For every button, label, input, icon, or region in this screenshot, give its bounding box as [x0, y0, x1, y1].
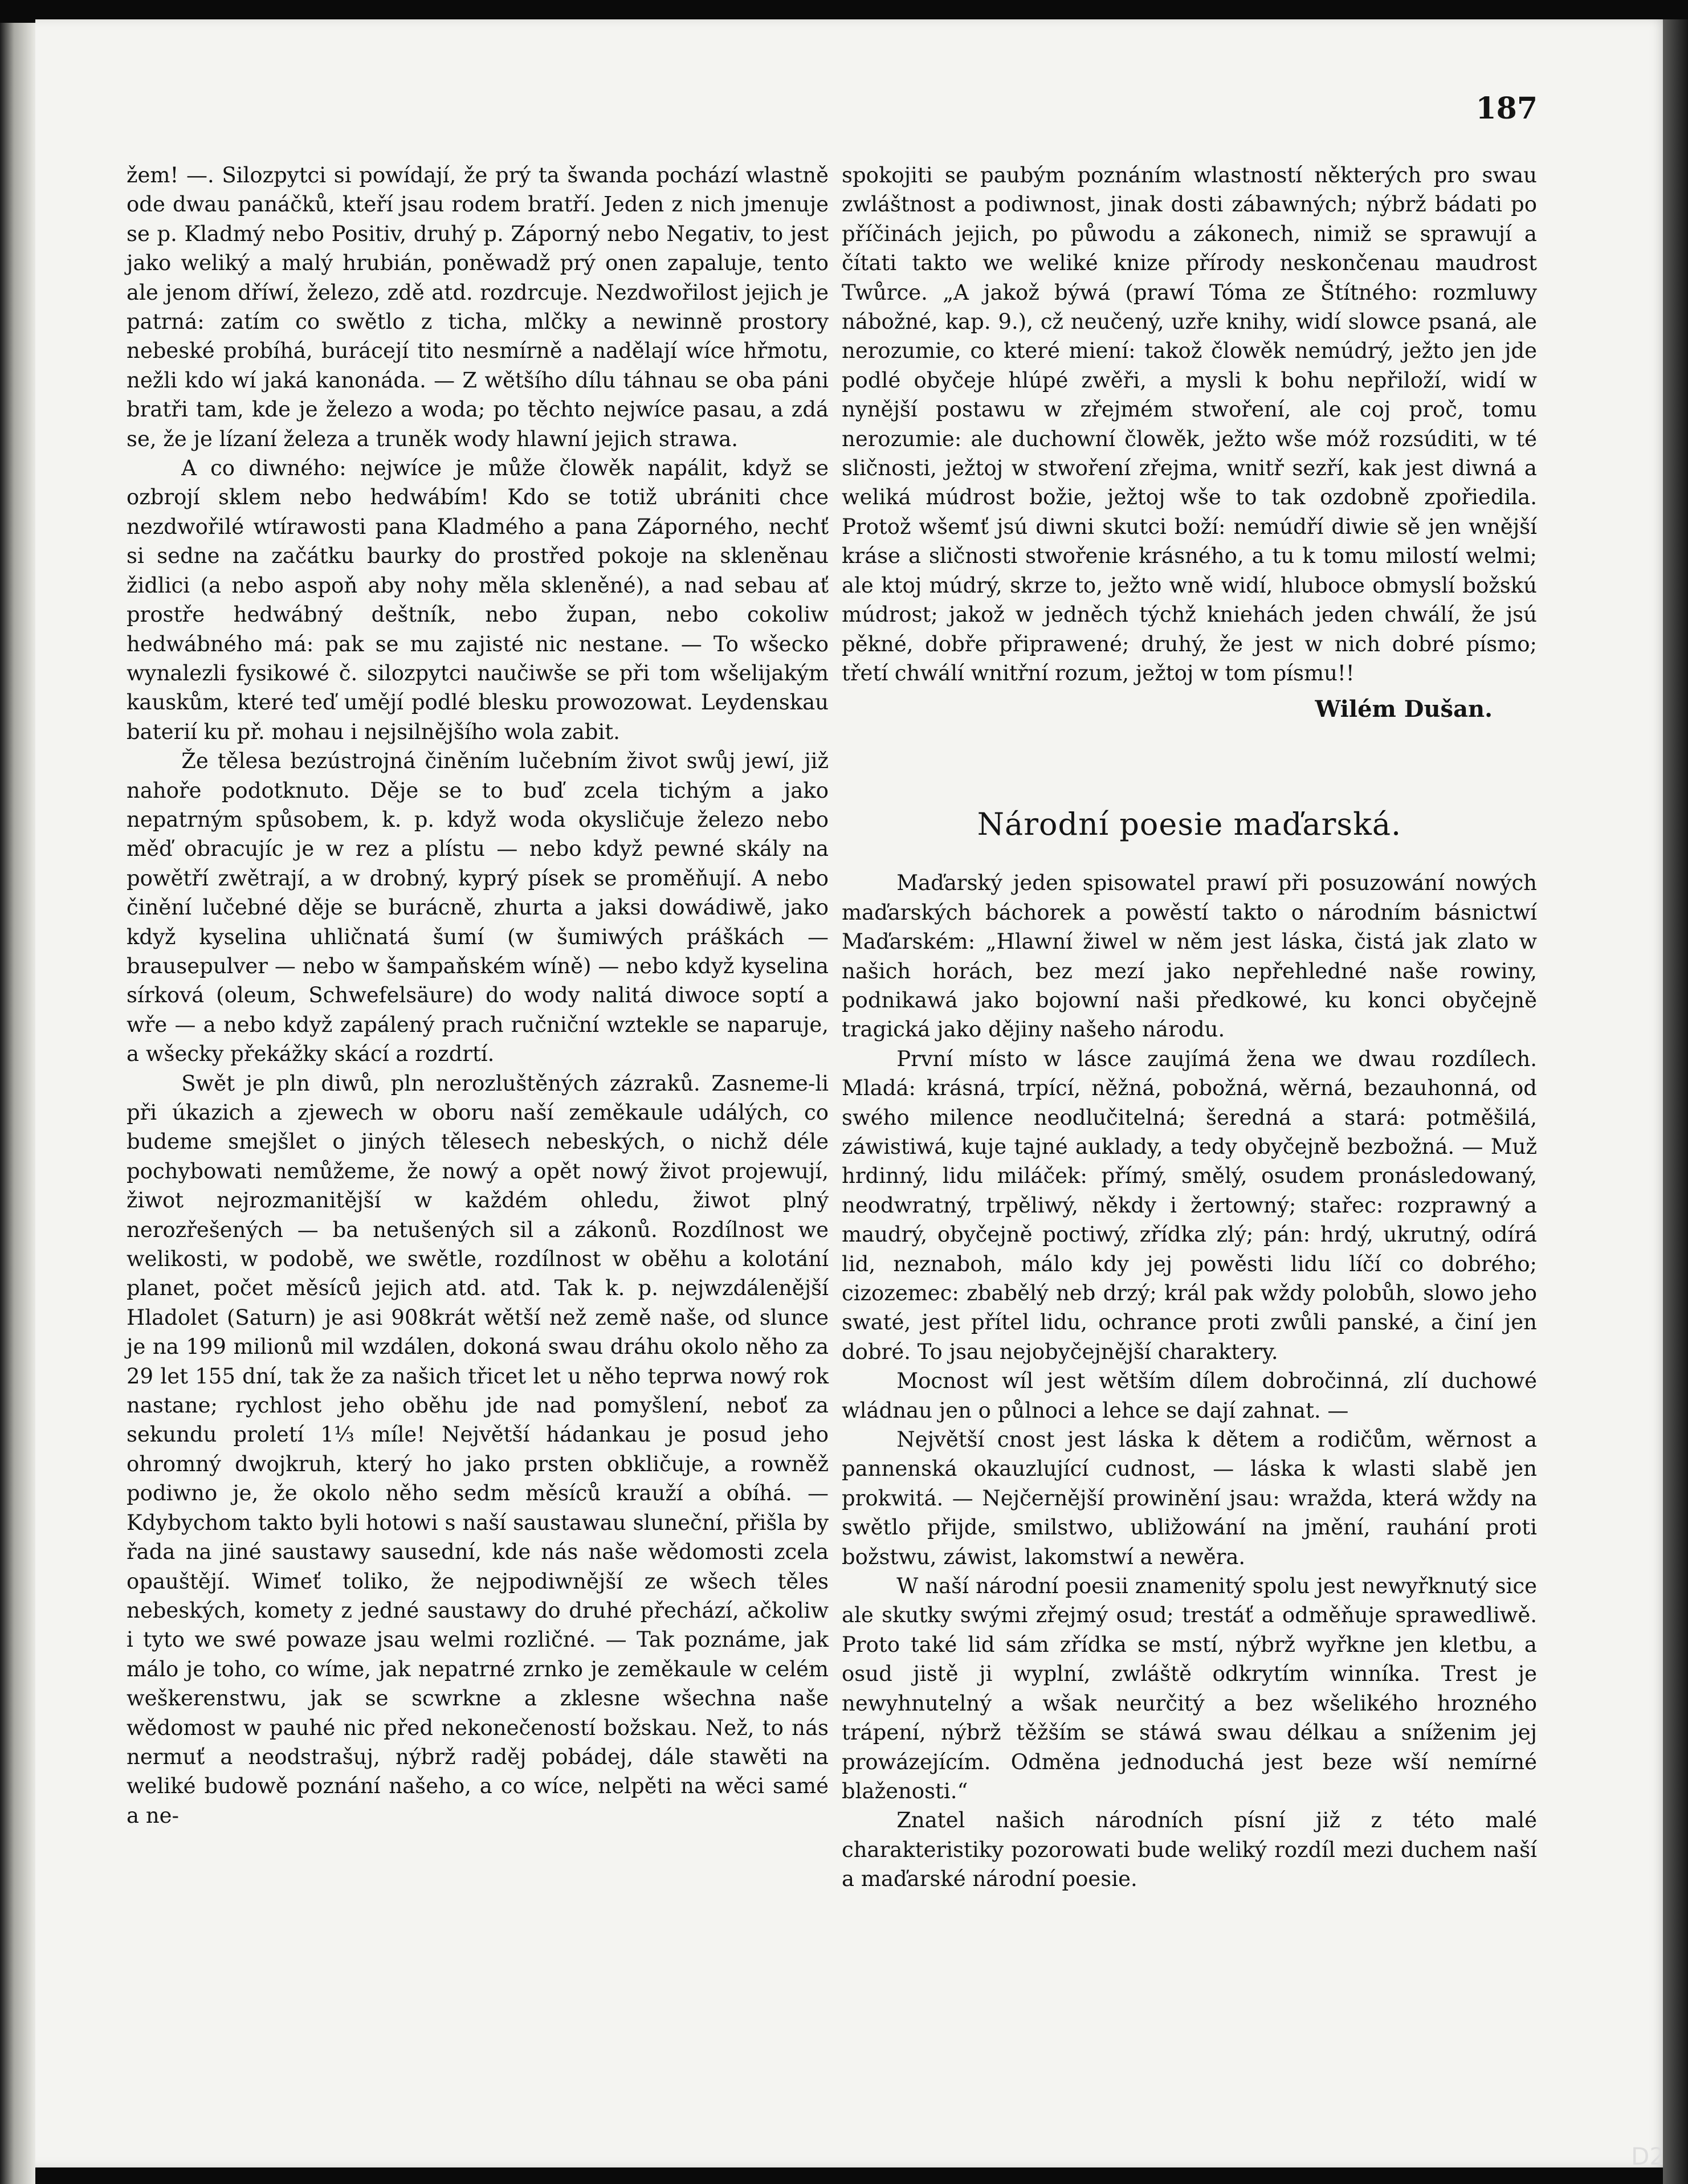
previous-page-edge: [0, 23, 35, 2184]
left-paragraph-1: žem! —. Silozpytci si powídají, že prý ta šwanda pochází wlastně ode dwau panáčků, kteří jsau rodem bratří. Jeden z nich jmenuje se p. Kladmý nebo Positiv, druhý p. Záporný nebo Negativ, to jest jako weliký a malý hrubián, poněwadž prý onen zapaluje, tento ale jenom dříwí, železo, zdě atd. rozdrcuje. Nezdwořilost jejich je patrná: zatím co swětlo z ticha, mlčky a newinně prostory nebeské probíhá, burácejí tito nesmírně a nadělají wíce hřmotu, nežli kdo wí jaká kanonáda. — Z wětšího dílu táhnau se oba páni bratři tam, kde je železo a woda; po těchto nejwíce pasau, a zdá se, že je lízaní železa a truněk wody hlawní jejich strawa.: [127, 163, 829, 451]
section-paragraph-2: První místo w lásce zaujímá žena we dwau rozdílech. Mladá: krásná, trpící, něžná, pobožná, wěrná, bezauhonná, od swého milence neodlučitelná; šeredná a stará: potměšilá, záwistiwá, kuje tajné auklady, a tedy obyčejně bezbožná. — Muž hrdinný, lidu miláček: přímý, smělý, osudem pronásledowaný, neodwratný, trpěliwý, někdy i žertowný; stařec: rozprawný a maudrý, obyčejně poctiwý, zřídka zlý; pán: hrdý, ukrutný, odírá lid, neznaboh, málo kdy jej powěsti lidu líčí co dobrého; cizozemec: zbabělý neb drzý; král pak wždy polobůh, slowo jeho swaté, jest přítel lidu, ochrance proti zwůli panské, a činí jen dobré. To jsau nejobyčejnější charaktery.: [842, 1046, 1537, 1364]
left-paragraph-2: A co diwného: nejwíce je může člowěk napálit, když se ozbrojí sklem nebo hedwábím! Kdo se totiž ubrániti chce nezdwořilé wtírawosti pana Kladmého a pana Záporného, nechť si sedne na začátku baurky do prostřed pokoje na skleněnau židlici (a nebo aspoň aby nohy měla skleněné), a nad sebau ať prostře hedwábný deštník, nebo župan, nebo cokoliw hedwábného má: pak se mu zajisté nic nestane. — To wšecko wynalezli fysikowé č. silozpytci naučiwše se při tom wšelijakým kauskům, které teď umějí podlé blesku prowozowat. Leydenskau baterií ku př. mohau i nejsilnějšího wola zabit.: [127, 456, 829, 744]
section-paragraph-3: Mocnost wíl jest wětším dílem dobročinná, zlí duchowé wládnau jen o půlnoci a lehce se dají zahnat. —: [842, 1369, 1537, 1423]
page-number: 187: [1475, 91, 1538, 126]
section-paragraph-6: Znatel našich národních písní již z této malé charakteristiky pozorowati bude weliký rozdíl mezi duchem naší a maďarské národní poesie.: [842, 1808, 1537, 1892]
left-paragraph-3: Že tělesa bezústrojná činěním lučebním život swůj jewí, již nahoře podotknuto. Děje se to buď zcela tichým a jako nepatrným spůsobem, k. p. když woda okysličuje železo nebo měď obracujíc je w rez a plístu — nebo když pewné skály na powětří zwětrají, a w drobný, kyprý písek se proměňují. A nebo činění lučebné děje se burácně, zhurta a jaksi dowádiwě, jako když kyselina uhličnatá šumí (w šumiwých práškách — brausepulver — nebo w šampaňském wíně) — nebo když kyselina sírková (oleum, Schwefelsäure) do wody nalitá diwoce soptí a wře — a nebo když zapálený prach ručniční wztekle se naparuje, a wšecky překážky skácí a rozdrtí.: [127, 749, 829, 1067]
right-paragraph-1: spokojiti se paubým poznáním wlastností některých pro swau zwláštnost a podiwnost, jinak dosti zábawných; nýbrž bádati po příčinách jejich, po půwodu a zákonech, nimiž se sprawují a čítati takto we weliké knize přírody neskončenau maudrost Twůrce. „A jakož býwá (prawí Tóma ze Štítného: rozmluwy nábožné, kap. 9.), cž neučený, uzře knihy, widí slowce psaná, ale nerozumie, co které miení: takož člowěk nemúdrý, ježto jen jde podlé obyčeje hlúpé zwěři, a mysli k bohu nepřiloží, widí w nynější postawu w zřejmém stwoření, ale coj proč, tomu nerozumie: ale duchowní člowěk, ježto wše móž rozsúditi, w té sličnosti, ježtoj w stwoření zřejma, wnitř sezří, kak jest diwná a weliká múdrost božie, ježtoj wše to tak ozdobně zpořiedila. Protož wšemť jsú diwni skutci boží: nemúdří diwie sě jen wnější kráse a sličnosti stwořenie krásného, a tu k tomu milostí welmi; ale ktoj múdrý, skrze to, ježto wně widí, hluboce obmyslí božskú múdrost; jakož w jedněch týchž kniehách jeden chwálí, že jsú pěkné, dobře připrawené; druhý, že jest w nich dobré písmo; třetí chwálí wnitřní rozum, ježtoj w tom písmu!!: [842, 163, 1537, 685]
section-paragraph-1: Maďarský jeden spisowatel prawí při posuzowání nowých maďarských báchorek a powěstí takto o národním básnictwí Maďarském: „Hlawní žiwel w něm jest láska, čistá jak zlato w našich horách, bez mezí jako nepřehledné naše rowiny, podnikawá jako bojowní naši předkowé, ku konci obyčejně tragická jako dějiny našeho národu.: [842, 871, 1537, 1042]
left-paragraph-4: Swět je pln diwů, pln nerozluštěných zázraků. Zasneme-li při úkazich a zjewech w oboru naší zeměkaule událých, co budeme smejšlet o jiných tělesech nebeských, o nichž déle pochybowati nemůžeme, že nowý a opět nowý život projewují, žiwot nejrozmanitější w každém ohledu, žiwot plný nerozřešených — ba netušených sil a zákonů. Rozdílnost we welikosti, w podobě, we swětle, rozdílnost w oběhu a kolotání planet, počet měsíců jejich atd. atd. Tak k. p. nejwzdálenější Hladolet (Saturn) je asi 908krát wětší než země naše, od slunce je na 199 milionů mil wzdálen, dokoná swau dráhu okolo něho za 29 let 155 dní, tak že za našich třicet let u něho teprwa nowý rok nastane; rychlost jeho oběhu jde nad pomyšlení, neboť za sekundu proletí 1⅓ míle! Největší hádankau je posud jeho ohromný dwojkruh, který ho jako prsten obkličuje, a rowněž podiwno je, že okolo něho sedm měsíců krauží a obíhá. — Kdybychom takto byli hotowi s naší saustawau sluneční, přišla by řada na jiné saustawy sausední, kde nás naše wědomosti zcela opauštějí. Wimeť toliko, že nejpodiwnější ze wšech těles nebeských, komety z jedné saustawy do druhé přechází, ačkoliw i tyto we swé powaze jsau welmi rozličné. — Tak poznáme, jak málo je toho, co wíme, jak nepatrné zrnko je zeměkaule w celém weškerenstwu, jak se scwrkne a zklesne wšechna naše wědomost w pauhé nic před nekonečeností božskau. Než, to nás nermuť a neodstrašuj, nýbrž raděj pobádej, dále stawěti na weliké budowě poznání našeho, a co wíce, nelpěti na wěci samé a ne-: [127, 1071, 829, 1828]
section-paragraph-4: Největší cnost jest láska k dětem a rodičům, wěrnost a pannenská okauzlující cudnost, — láska k wlasti slabě jen prokwitá. — Nejčernější prowinění jsau: wražda, která wždy na swětlo přijde, smilstwo, ubližowání na jmění, rauhání proti božstwu, záwist, lakomstwí a newěra.: [842, 1427, 1537, 1569]
scan-corner-mark: D2: [1631, 2142, 1665, 2170]
section-title: Národní poesie maďarská.: [977, 806, 1402, 843]
page-shadow-edge: [1663, 19, 1688, 2184]
author-signature: Wilém Dušan.: [1315, 696, 1493, 723]
right-column: [842, 161, 1537, 1894]
left-column: [127, 161, 829, 1830]
section-paragraph-5: W naší národní poesii znamenitý spolu jest newyřknutý sice ale skutky swými zřejmý osud; trestáť a odměňuje sprawedliwě. Proto také lid sám zřídka se mstí, nýbrž wyřkne jen kletbu, a osud jistě ji wyplní, zwláště odkrytím winníka. Trest je newyhnutelný a wšak neurčitý a bez wšelikého hrozného trápení, nýbrž těžším se stáwá swau délkau a sníženim jej prowázejícím. Odměna jednoduchá jest beze wší nemírné blaženosti.“: [842, 1574, 1537, 1803]
